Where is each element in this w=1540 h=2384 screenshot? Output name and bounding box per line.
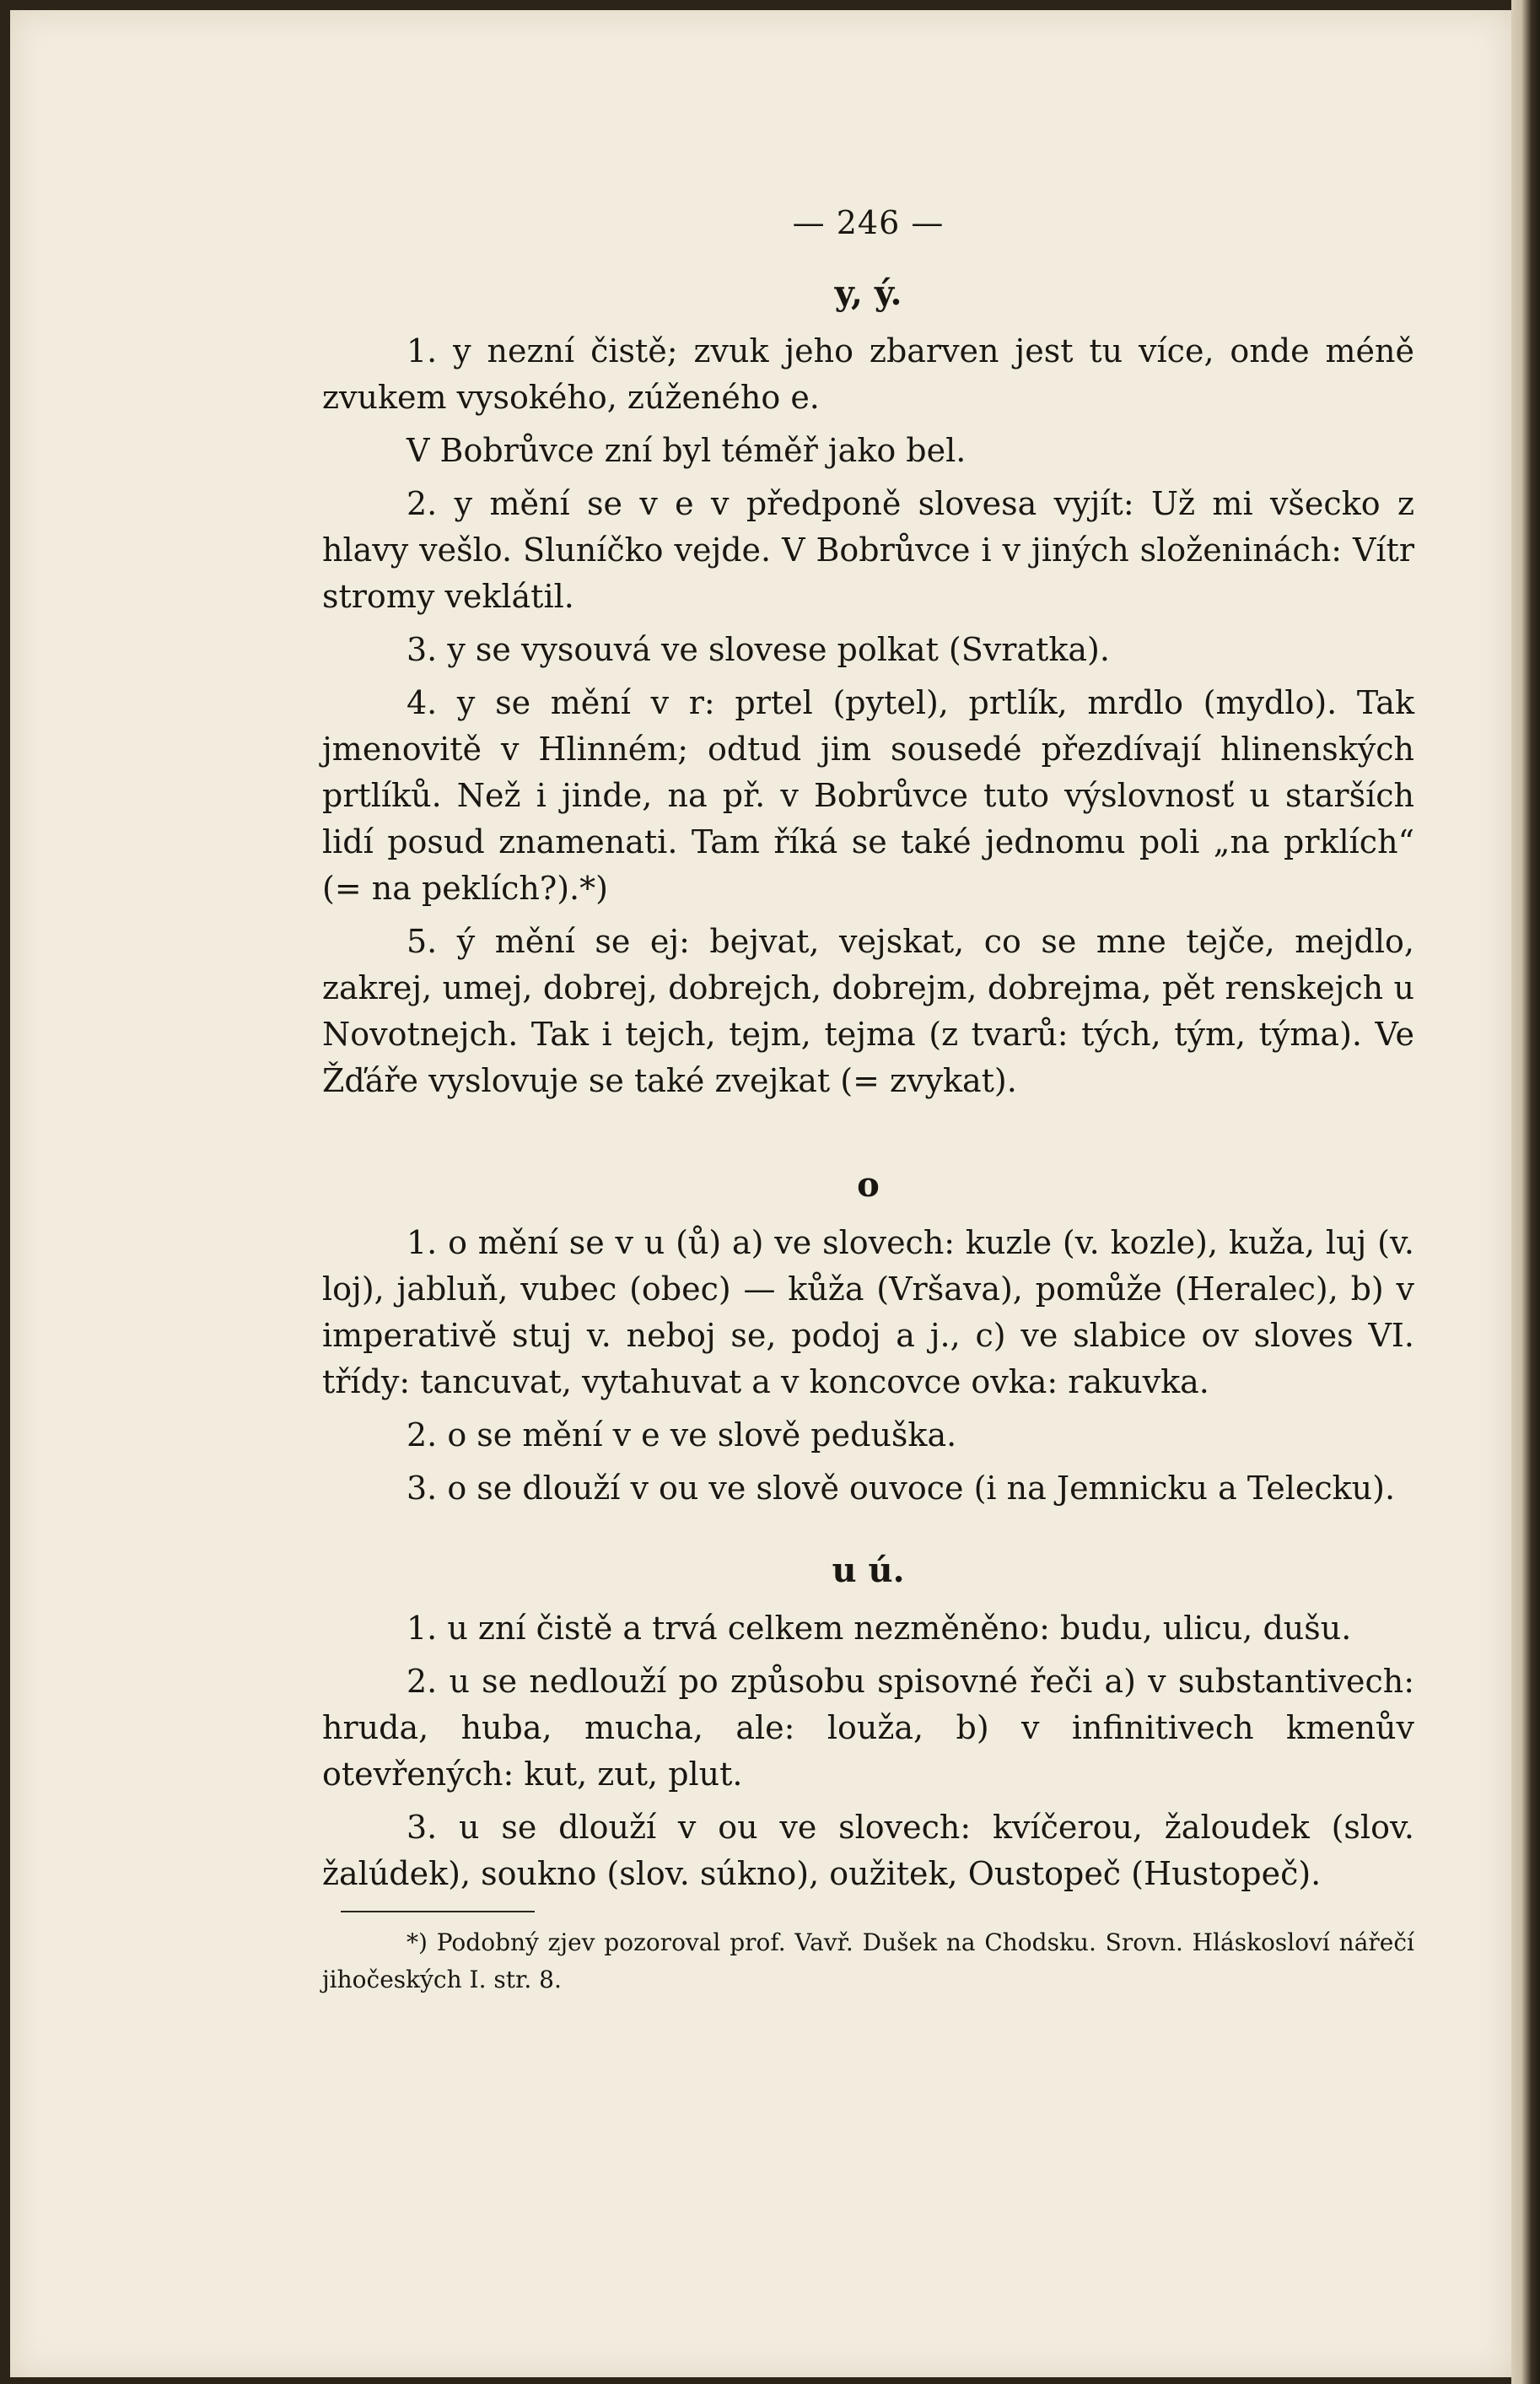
paragraph: 2. u se nedlouží po způsobu spisovné řeči a) v substantivech: hruda, huba, mucha, ale: louža, b) v infinitivech kmenův otevřených: kut, zut, plut. bbox=[322, 1663, 1414, 1793]
section-u bbox=[322, 1551, 1414, 1897]
paragraph: 4. y se mění v r: prtel (pytel), prtlík, mrdlo (mydlo). Tak jmenovitě v Hlinném; odtud jim sousedé přezdívají hlinenských prtlíků. Než i jinde, na př. v Bobrůvce tuto výslovnosť u starších lidí posud znamenati. Tam říká se také jednomu poli „na prklích“ (= na peklích?).*) bbox=[322, 684, 1414, 907]
section-y bbox=[322, 273, 1414, 1104]
page-content bbox=[322, 204, 1414, 1998]
footnote-divider bbox=[341, 1911, 535, 1912]
paragraph: 3. u se dlouží v ou ve slovech: kvíčerou, žaloudek (slov. žalúdek), soukno (slov. súkno), oužitek, Oustopeč (Hustopeč). bbox=[322, 1809, 1414, 1892]
section-heading: y, ý. bbox=[834, 273, 902, 313]
paragraph: 1. u zní čistě a trvá celkem nezměněno: budu, ulicu, dušu. bbox=[407, 1610, 1352, 1647]
paragraph: 2. o se mění v e ve slově peduška. bbox=[407, 1416, 957, 1454]
paragraph: 1. o mění se v u (ů) a) ve slovech: kuzle (v. kozle), kuža, luj (v. loj), jabluň, vubec (obec) — kůža (Vršava), pomůže (Heralec), b) v imperativě stuj v. neboj se, podoj a j., c) ve slabice ov sloves VI. třídy: tancuvat, vytahuvat a v koncovce ovka: rakuvka. bbox=[322, 1224, 1414, 1400]
paragraph: 3. o se dlouží v ou ve slově ouvoce (i na Jemnicku a Telecku). bbox=[407, 1470, 1396, 1507]
paragraph: 2. y mění se v e v předponě slovesa vyjít: Už mi všecko z hlavy vešlo. Sluníčko vejde. V Bobrůvce i v jiných složeninách: Vítr stromy veklátil. bbox=[322, 485, 1414, 615]
paragraph: 1. y nezní čistě; zvuk jeho zbarven jest tu více, onde méně zvukem vysokého, zúženého e. bbox=[322, 332, 1414, 416]
book-spine-edge bbox=[1511, 0, 1540, 2384]
section-heading: u ú. bbox=[832, 1551, 905, 1590]
book-page bbox=[10, 10, 1511, 2377]
paragraph: V Bobrůvce zní byl téměř jako bel. bbox=[407, 432, 967, 469]
footnote: *) Podobný zjev pozoroval prof. Vavř. Dušek na Chodsku. Srovn. Hláskosloví nářečí jihočeských I. str. 8. bbox=[322, 1928, 1414, 1993]
page-number: — 246 — bbox=[792, 204, 945, 241]
paragraph: 5. ý mění se ej: bejvat, vejskat, co se mne tejče, mejdlo, zakrej, umej, dobrej, dobrejch, dobrejm, dobrejma, pět renskejch u Novotnejch. Tak i tejch, tejm, tejma (z tvarů: tých, tým, týma). Ve Žďáře vyslovuje se také zvejkat (= zvykat). bbox=[322, 923, 1414, 1099]
paragraph: 3. y se vysouvá ve slovese polkat (Svratka). bbox=[407, 631, 1110, 668]
section-o bbox=[322, 1165, 1414, 1512]
section-heading: o bbox=[857, 1165, 880, 1205]
